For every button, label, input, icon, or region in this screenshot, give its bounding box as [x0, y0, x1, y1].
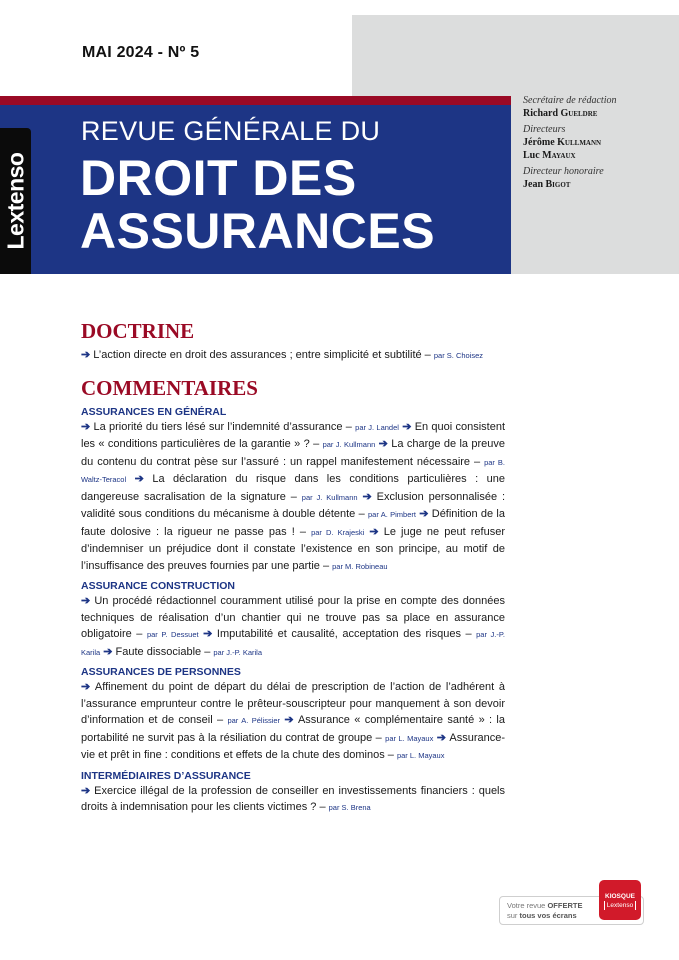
article-author: par B. Waltz-Teracol [81, 457, 505, 484]
article-author: par M. Robineau [332, 561, 388, 571]
article-author: par J. Kullmann [301, 492, 358, 502]
article-title[interactable]: La priorité du tiers lésé sur l’indemnité d’assurance – [93, 420, 356, 433]
arrow-right-icon: ➔ [81, 681, 95, 693]
arrow-right-icon: ➔ [203, 628, 217, 640]
kiosque-line-2: sur tous vos écrans [507, 911, 577, 920]
article-author: par J.-P. Karila [81, 630, 505, 657]
honorary-role: Directeur honoraire [523, 166, 604, 177]
article-entry[interactable] [103, 646, 262, 658]
commentaires-heading: COMMENTAIRES [81, 375, 258, 400]
arrow-right-icon: ➔ [378, 438, 392, 450]
arrow-right-icon: ➔ [362, 490, 377, 503]
brand-name: Lextenso [2, 152, 28, 250]
red-accent-bar [0, 96, 511, 105]
doctrine-heading: DOCTRINE [81, 319, 195, 343]
article-title[interactable]: En quoi consistent les « conditions particulières de la garantie » ? – [81, 420, 505, 450]
subsection-heading: ASSURANCE CONSTRUCTION [81, 580, 236, 592]
table-of-contents [81, 318, 505, 817]
secretary-role: Secrétaire de rédaction [523, 95, 617, 106]
subsection-heading: ASSURANCES DE PERSONNES [81, 666, 241, 678]
article-title[interactable]: Exclusion personnalisée : validité sous conditions du mécanisme à double détente – [81, 490, 506, 520]
subsection-heading: INTERMÉDIAIRES D’ASSURANCE [81, 769, 251, 782]
article-title[interactable]: Un procédé rédactionnel couramment utilisé pour la prise en compte des données techniques de réalisation d’un chantier qui ne trouve pas sa place en assurance obligatoire – [81, 595, 505, 640]
arrow-right-icon: ➔ [81, 595, 95, 607]
article-author: par D. Krajeski [311, 527, 365, 537]
article-author: par S. Choisez [433, 351, 484, 360]
honorary-name: Jean Bigot [523, 179, 571, 190]
arrow-right-icon: ➔ [369, 525, 384, 538]
article-title[interactable]: Assurance-vie et prêt in fine : conditions et effets de la chute des dominos – [81, 731, 505, 761]
article-entry[interactable] [81, 421, 399, 433]
issue-label: MAI 2024 - Nº 5 [82, 44, 200, 61]
article-title[interactable]: La déclaration du risque dans les conditions particulières : une dangereuse sacralisation de la signature – [81, 473, 505, 503]
article-entry[interactable] [81, 349, 483, 361]
kiosque-line-1: Votre revue OFFERTE [507, 901, 583, 910]
article-title[interactable]: Exercice illégal de la profession de conseiller en investissements financiers : quels droits à indemnisation pour les clients victimes ? – [81, 784, 506, 813]
article-title[interactable]: Faute dissociable – [115, 645, 214, 658]
subsection-articles [81, 593, 505, 661]
secretary-name: Richard Gueldre [523, 108, 598, 119]
arrow-right-icon: ➔ [284, 714, 298, 726]
article-author: par J. Landel [355, 422, 399, 432]
article-title[interactable]: Le juge ne peut refuser d’indemniser un préjudice dont il constate l’existence en son principe, au motif de l’insuffisance des preuves fournies par une partie – [81, 525, 505, 572]
article-entry[interactable] [81, 785, 505, 814]
arrow-right-icon: ➔ [81, 784, 95, 797]
article-author: par J.-P. Karila [213, 647, 263, 657]
article-title[interactable]: Affinement du point de départ du délai de prescription de l’action de l’adhérent à l’assurance emprunteur contre le prêteur-souscripteur pour manquement à son devoir d’information et de conseil – [81, 681, 505, 726]
editorial-staff [523, 95, 617, 191]
doctrine-list [81, 347, 505, 365]
arrow-right-icon: ➔ [419, 508, 432, 520]
arrow-right-icon: ➔ [436, 731, 450, 744]
lextenso-logo [0, 128, 31, 274]
title-line-1: DROIT DES [80, 150, 357, 206]
kiosque-badge[interactable]: KIOSQUE Lextenso [599, 880, 641, 920]
arrow-right-icon: ➔ [81, 420, 94, 433]
title-line-2: ASSURANCES [80, 203, 436, 259]
article-author: par L. Mayaux [385, 733, 434, 743]
arrow-right-icon: ➔ [402, 420, 415, 433]
directors-role: Directeurs [523, 124, 566, 135]
article-author: par P. Dessuet [146, 630, 199, 639]
article-author: par S. Brena [328, 803, 371, 812]
kiosque-promo[interactable] [499, 880, 644, 925]
article-title[interactable]: La charge de la preuve du contenu du contrat pèse sur l’assuré : un rappel manifestement nécessaire – [81, 438, 506, 468]
subsection-articles [81, 783, 505, 817]
article-title[interactable]: Imputabilité et causalité, acceptation des risques – [216, 628, 477, 640]
article-title[interactable]: L’action directe en droit des assurances ; entre simplicité et subtilité – [93, 349, 434, 361]
article-author: par L. Mayaux [396, 751, 445, 760]
subsection-articles [81, 679, 505, 765]
director-1-name: Jérôme Kullmann [523, 137, 602, 148]
director-2-name: Luc Mayaux [523, 150, 576, 161]
arrow-right-icon: ➔ [134, 473, 153, 485]
arrow-right-icon: ➔ [81, 349, 94, 361]
article-author: par A. Pélissier [227, 716, 281, 725]
article-author: par J. Kullmann [322, 440, 376, 449]
article-title[interactable]: Définition de la faute dolosive : la rigueur ne passe pas ! – [81, 508, 505, 538]
subsection-heading: ASSURANCES EN GÉNÉRAL [81, 405, 227, 418]
arrow-right-icon: ➔ [103, 645, 116, 658]
article-title[interactable]: Assurance « complémentaire santé » : la portabilité ne survit pas à la résiliation du contrat de groupe – [81, 714, 505, 744]
article-author: par A. Pimbert [367, 510, 416, 519]
commentaires-sections [81, 405, 505, 817]
title-small: REVUE GÉNÉRALE DU [81, 116, 381, 146]
subsection-articles [81, 419, 505, 576]
